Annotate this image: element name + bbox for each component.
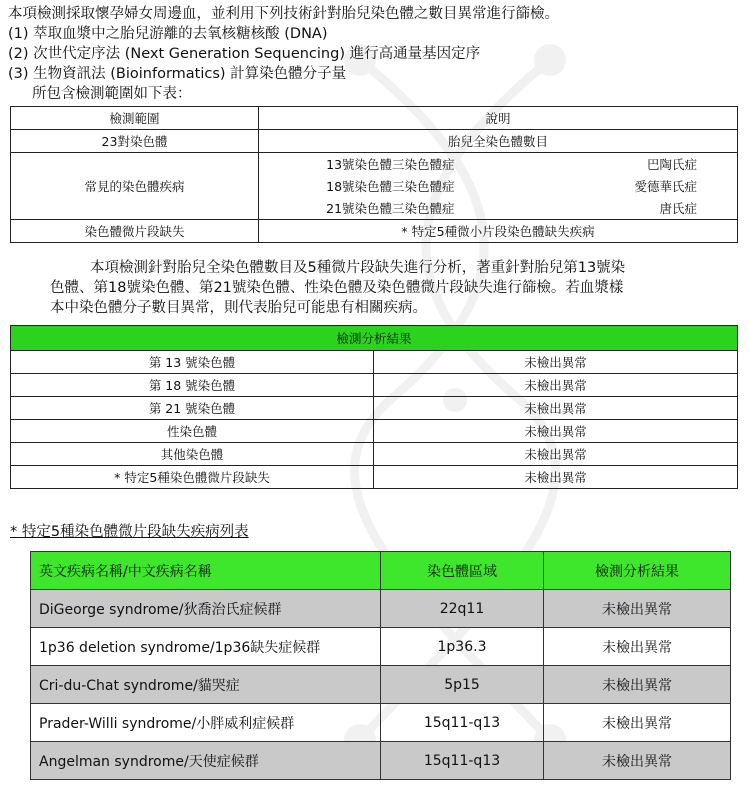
- table-row: [11, 397, 738, 420]
- item-cell: 其他染色體: [11, 443, 374, 466]
- result-cell: 未檢出異常: [544, 704, 731, 742]
- list-item: [259, 197, 737, 219]
- trisomy-label: 21號染色體三染色體症: [326, 201, 455, 216]
- item-cell: 第 21 號染色體: [11, 397, 374, 420]
- scope-table: [10, 106, 738, 243]
- region-cell: 22q11: [381, 590, 544, 628]
- table-header-row: [11, 326, 738, 351]
- result-cell: 未檢出異常: [374, 374, 738, 397]
- region-cell: 15q11-q13: [381, 704, 544, 742]
- syndrome-list: [259, 153, 737, 219]
- item-cell: 性染色體: [11, 420, 374, 443]
- result-cell: 未檢出異常: [544, 590, 731, 628]
- intro-line: 所包含檢測範圍如下表：: [32, 86, 192, 102]
- item-cell: * 特定5種染色體微片段缺失: [11, 466, 374, 489]
- results-table: [10, 325, 738, 489]
- column-header: 染色體區域: [381, 552, 544, 590]
- region-cell: 15q11-q13: [381, 742, 544, 780]
- result-cell: 未檢出異常: [374, 351, 738, 374]
- syndrome-label: 愛德華氏症: [634, 179, 697, 194]
- result-cell: 未檢出異常: [544, 628, 731, 666]
- disease-name-cell: Prader-Willi syndrome/小胖威利症候群: [31, 704, 381, 742]
- intro-line: (3) 生物資訊法 (Bioinformatics) 計算染色體分子量: [8, 66, 347, 82]
- disease-name-cell: Angelman syndrome/天使症候群: [31, 742, 381, 780]
- syndrome-label: 巴陶氏症: [646, 157, 697, 172]
- result-cell: 未檢出異常: [544, 666, 731, 704]
- list-item: [259, 175, 737, 197]
- intro-text: [8, 4, 559, 104]
- table-row: [31, 590, 731, 628]
- table-header-row: [31, 552, 731, 590]
- result-cell: 未檢出異常: [374, 397, 738, 420]
- table-header-row: [11, 107, 738, 130]
- trisomy-label: 13號染色體三染色體症: [326, 157, 455, 172]
- table-row: [11, 466, 738, 489]
- result-cell: 未檢出異常: [544, 742, 731, 780]
- table-row: [31, 628, 731, 666]
- scope-cell: 常見的染色體疾病: [11, 153, 259, 220]
- scope-cell: 23對染色體: [11, 130, 259, 153]
- intro-line: (1) 萃取血漿中之胎兒游離的去氧核糖核酸 (DNA): [8, 26, 328, 42]
- paragraph-line: 色體、第18號染色體、第21號染色體、性染色體及染色體微片段缺失進行篩檢。若血漿樣: [50, 280, 624, 296]
- table-row: [11, 220, 738, 243]
- table-row: [11, 420, 738, 443]
- table-row: [31, 742, 731, 780]
- disease-list-title: * 特定5種染色體微片段缺失疾病列表: [10, 524, 249, 540]
- table-row: [31, 704, 731, 742]
- scope-cell: 染色體微片段缺失: [11, 220, 259, 243]
- intro-line: 本項檢測採取懷孕婦女周邊血，並利用下列技術針對胎兒染色體之數目異常進行篩檢。: [8, 6, 559, 22]
- table-row: [11, 153, 738, 220]
- analysis-paragraph: [50, 258, 710, 318]
- list-item: [259, 153, 737, 175]
- table-row: [11, 351, 738, 374]
- table-row: [11, 443, 738, 466]
- table-row: [11, 374, 738, 397]
- column-header: 檢測分析結果: [544, 552, 731, 590]
- item-cell: 第 18 號染色體: [11, 374, 374, 397]
- trisomy-label: 18號染色體三染色體症: [326, 179, 455, 194]
- paragraph-line: 本中染色體分子數目異常，則代表胎兒可能患有相關疾病。: [50, 300, 427, 316]
- table-row: [31, 666, 731, 704]
- desc-cell: [259, 153, 738, 220]
- disease-name-cell: Cri-du-Chat syndrome/貓哭症: [31, 666, 381, 704]
- result-cell: 未檢出異常: [374, 443, 738, 466]
- intro-line: (2) 次世代定序法 (Next Generation Sequencing) 進行高通量基因定序: [8, 46, 481, 62]
- column-header: 英文疾病名稱/中文疾病名稱: [31, 552, 381, 590]
- disease-name-cell: DiGeorge syndrome/狄喬治氏症候群: [31, 590, 381, 628]
- region-cell: 5p15: [381, 666, 544, 704]
- paragraph-line: 本項檢測針對胎兒全染色體數目及5種微片段缺失進行分析，著重針對胎兒第13號染: [90, 260, 626, 276]
- result-cell: 未檢出異常: [374, 466, 738, 489]
- result-cell: 未檢出異常: [374, 420, 738, 443]
- region-cell: 1p36.3: [381, 628, 544, 666]
- desc-cell: 胎兒全染色體數目: [259, 130, 738, 153]
- item-cell: 第 13 號染色體: [11, 351, 374, 374]
- results-table-title: 檢測分析結果: [11, 326, 738, 351]
- syndrome-label: 唐氏症: [659, 201, 697, 216]
- disease-name-cell: 1p36 deletion syndrome/1p36缺失症候群: [31, 628, 381, 666]
- column-header: 說明: [259, 107, 738, 130]
- desc-cell: * 特定5種微小片段染色體缺失疾病: [259, 220, 738, 243]
- table-row: [11, 130, 738, 153]
- column-header: 檢測範圍: [11, 107, 259, 130]
- disease-list-table: [30, 551, 731, 780]
